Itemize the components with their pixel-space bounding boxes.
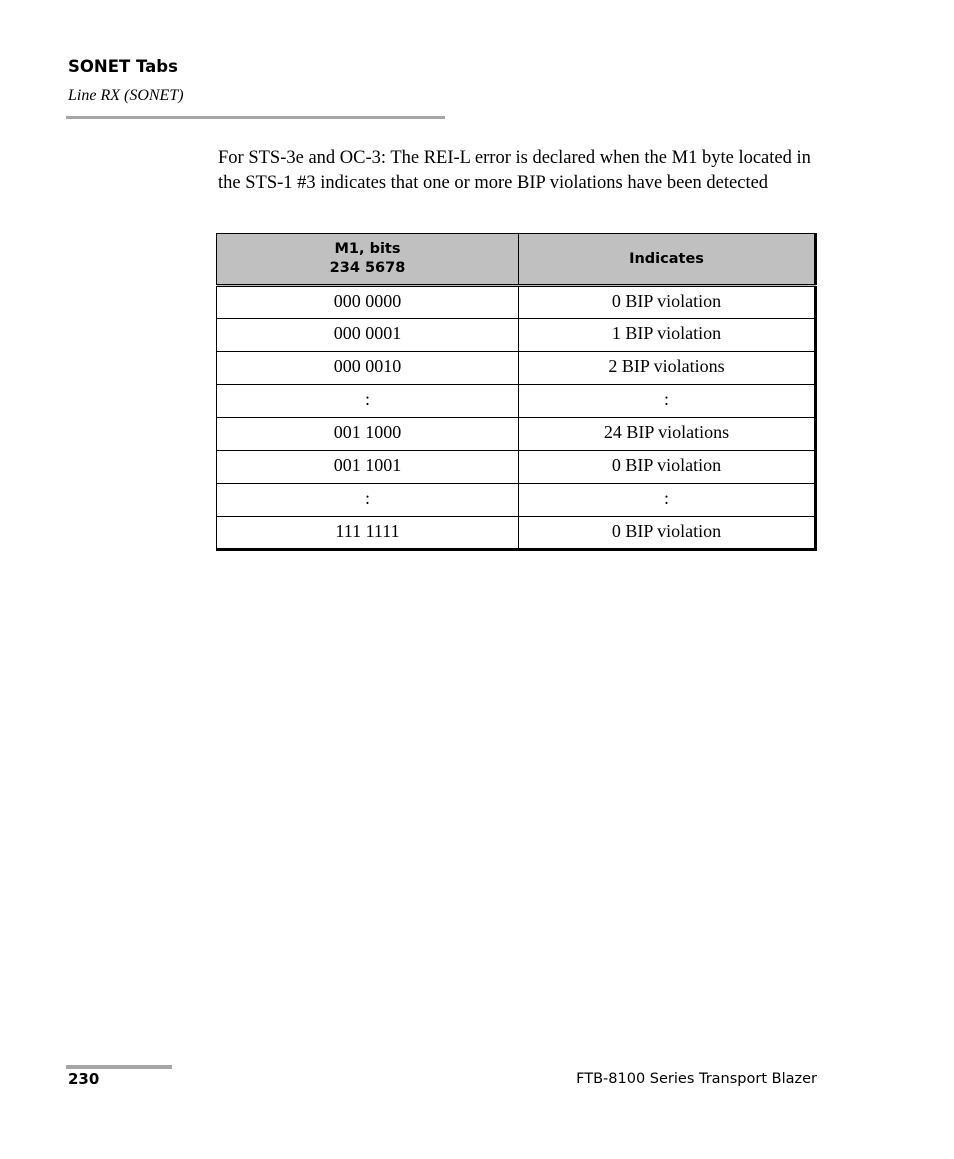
cell-bits: 111 1111 [217, 517, 519, 550]
cell-bits: 001 1001 [217, 451, 519, 484]
cell-indicates: 0 BIP violation [519, 286, 816, 319]
cell-indicates: : [519, 385, 816, 418]
cell-bits: 000 0010 [217, 352, 519, 385]
cell-bits: : [217, 484, 519, 517]
header-m1-bits [217, 234, 519, 286]
cell-indicates: 0 BIP violation [519, 451, 816, 484]
cell-bits: : [217, 385, 519, 418]
header-m1-bits-line2: 234 5678 [329, 260, 406, 276]
table-row [217, 352, 816, 385]
section-title: SONET Tabs [68, 57, 178, 76]
table-row [217, 319, 816, 352]
cell-indicates: 2 BIP violations [519, 352, 816, 385]
footer-rule [66, 1065, 172, 1069]
body-paragraph: For STS-3e and OC-3: The REI-L error is declared when the M1 byte located in the STS-1 #3 indicates that one or more BIP violations have been detected [218, 148, 811, 193]
header-indicates-label: Indicates [629, 250, 704, 267]
table-row [217, 385, 816, 418]
cell-indicates: : [519, 484, 816, 517]
header-rule [66, 116, 445, 119]
cell-bits: 000 0001 [217, 319, 519, 352]
page-number: 230 [68, 1070, 100, 1088]
cell-indicates: 1 BIP violation [519, 319, 816, 352]
table-row [217, 517, 816, 550]
header-indicates [519, 234, 816, 286]
table-row [217, 418, 816, 451]
table-row [217, 484, 816, 517]
table-header-row [217, 234, 816, 286]
cell-indicates: 0 BIP violation [519, 517, 816, 550]
table-row [217, 286, 816, 319]
cell-bits: 000 0000 [217, 286, 519, 319]
cell-bits: 001 1000 [217, 418, 519, 451]
cell-indicates: 24 BIP violations [519, 418, 816, 451]
section-subtitle: Line RX (SONET) [68, 87, 184, 104]
header-m1-bits-line1: M1, bits [334, 241, 401, 257]
table-row [217, 451, 816, 484]
m1-bits-table [216, 233, 817, 551]
product-name: FTB-8100 Series Transport Blazer [576, 1071, 817, 1087]
